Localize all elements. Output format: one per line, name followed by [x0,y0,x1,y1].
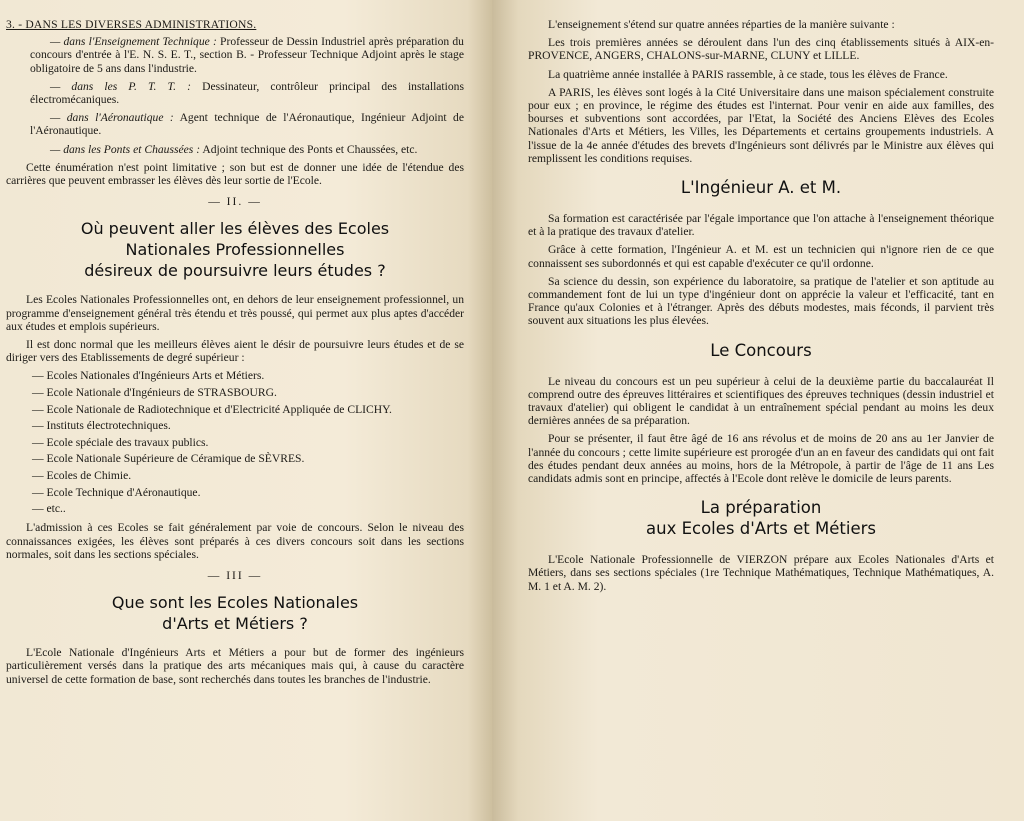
heading-line: La préparation [700,498,822,518]
paragraph: Sa science du dessin, son expérience du laboratoire, sa pratique de l'atelier et son aptitude au commandement font de lui un type d'ingénieur dont on apprécie la valeur et l'efficacité, tant en France qu'aux Colonies et à l'étranger. Après des débuts modestes, mais féconds, il parvient très souvent aux situations les plus élevées. [528,274,994,328]
paragraph: A PARIS, les élèves sont logés à la Cité Universitaire dans une maison spécialement construite pour eux ; en province, le régime des études est l'internat. Pour venir en aide aux familles, des bourses et subventions sont accordées, par l'Etat, la Société des Anciens Elèves des Ecoles Nationales d'Arts et Métiers, les Villes, les Départements et certains groupements industriels. A l'issue de la 4e année d'études des brevets d'Ingénieurs sont délivrés par le Ministre aux élèves qui remplissent les conditions requises. [528,85,994,165]
section-heading [6,218,464,281]
paragraph: L'enseignement s'étend sur quatre années réparties de la manière suivante : [548,18,895,31]
paragraph: Les trois premières années se déroulent dans l'un des cinq établissements situés à AIX-en-PROVENCE, ANGERS, CHALONS-sur-MARNE, CLUNY et LILLE. [528,36,994,63]
administration-item [6,80,464,106]
administration-item [6,35,464,75]
administration-lead: — dans les Ponts et Chaussées : [50,142,201,156]
paragraph: L'Ecole Nationale d'Ingénieurs Arts et Métiers a pour but de former des ingénieurs particulièrement versés dans la pratique des arts mécaniques mais qui, à cause du caractère universel de cette formation de base, sont recherchés dans toutes les branches de l'industrie. [6,646,464,686]
heading-line: désireux de poursuivre leurs études ? [84,261,386,281]
heading-line: Que sont les Ecoles Nationales [111,593,359,613]
list-item: — Ecole Nationale de Radiotechnique et d'Electricité Appliquée de CLICHY. [32,403,464,416]
enumeration-note: Cette énumération n'est point limitative ; son but est de donner une idée de l'étendue des carrières que peuvent embrasser les élèves dès leur sortie de l'Ecole. [6,160,464,188]
administration-item [6,143,464,156]
paragraph: Sa formation est caractérisée par l'égale importance que l'on attache à l'enseignement théorique et à la pratique des travaux d'atelier. [528,212,994,239]
left-page [0,0,492,821]
paragraph: Pour se présenter, il faut être âgé de 16 ans révolus et de moins de 20 ans au 1er Janvier de l'année du concours ; cette limite supérieure est prorogée d'un an en faveur des candidats qui ont fait des études pendant deux années au moins, hors de la Métropole, à partir de l'âge de 11 ans Les candidats admis sont en principe, affectés à l'Ecole dont relève le domicile de leurs parents. [528,432,994,486]
section-number: — III — [207,569,263,583]
list-item: — Ecole Technique d'Aéronautique. [32,486,464,499]
paragraph: L'Ecole Nationale Professionnelle de VIERZON prépare aux Ecoles Nationales d'Arts et Métiers, dans ses sections spéciales (1re Technique Mathématiques, Technique Mathématiques, A. M. 1 et A. M. 2). [528,553,994,593]
administration-lead: — dans l'Aéronautique : [50,111,174,125]
section-heading [528,497,994,539]
heading-line: aux Ecoles d'Arts et Métiers [646,519,876,539]
administrations-list [6,35,464,156]
list-item: — Ecole Nationale Supérieure de Céramique de SÈVRES. [32,452,464,465]
paragraph: La quatrième année installée à PARIS rassemble, à ce stade, tous les élèves de France. [548,67,948,81]
right-page [492,0,1024,821]
list-item: — Ecoles de Chimie. [32,469,464,482]
paragraph: Grâce à cette formation, l'Ingénieur A. et M. est un technicien qui n'ignore rien de ce que connaissent ses subordonnés et qui est capable d'exécuter ce qu'il ordonne. [528,243,994,270]
administration-lead: — dans l'Enseignement Technique : [50,35,217,49]
heading-line: d'Arts et Métiers ? [162,614,308,634]
administration-text: Adjoint technique des Ponts et Chaussées, etc. [202,142,418,156]
administration-text: Dessinateur, contrôleur principal des installations électromécaniques. [30,79,464,107]
section-heading [6,592,464,634]
list-item: — Ecoles Nationales d'Ingénieurs Arts et Métiers. [32,369,464,382]
list-item: — Ecole spéciale des travaux publics. [32,436,464,449]
page-header [6,18,464,31]
administration-text: Professeur de Dessin Industriel après préparation du concours d'entrée à l'E. N. S. E. T., section B. - Professeur Technique Adjoint après le stage obligatoire de 5 ans dans l'industrie. [30,35,464,75]
section-heading: Le Concours [710,340,812,360]
schools-list [6,369,464,515]
paragraph: L'admission à ces Ecoles se fait généralement par voie de concours. Selon le niveau des connaissances exigées, les élèves sont préparés à ces divers concours soit dans les sections normales, soit dans les sections spéciales. [6,521,464,561]
page-header-text: 3. - DANS LES DIVERSES ADMINISTRATIONS. [6,18,257,31]
paragraph: Il est donc normal que les meilleurs élèves aient le désir de poursuivre leurs études et de se diriger vers des Etablissements de degré supérieur : [6,338,464,365]
paragraph: Le niveau du concours est un peu supérieur à celui de la deuxième partie du baccalauréat Il comprend outre des épreuves littéraires et scientifiques des épreuves techniques (dessin industriel et travaux d'atelier) qui obligent le candidat à un entraînement spécial pendant au moins les deux dernières années de sa préparation. [528,374,994,428]
list-item: — Instituts électrotechniques. [32,419,464,432]
paragraph: Les Ecoles Nationales Professionnelles ont, en dehors de leur enseignement professionnel, un programme d'enseignement général très étendu et très poussé, qui permet aux plus aptes d'accéder aux études et emplois supérieurs. [6,293,464,333]
administration-text: Agent technique de l'Aéronautique, Ingénieur Adjoint de l'Aéronautique. [30,111,464,138]
administration-lead: — dans les P. T. T. : [50,79,191,93]
heading-line: Où peuvent aller les élèves des Ecoles [80,219,390,239]
administration-item [6,111,464,137]
list-item: — etc.. [32,502,464,515]
section-heading: L'Ingénieur A. et M. [680,178,842,198]
list-item: — Ecole Nationale d'Ingénieurs de STRASBOURG. [32,386,464,399]
heading-line: Nationales Professionnelles [125,240,345,260]
section-number: — II. — [208,195,262,209]
